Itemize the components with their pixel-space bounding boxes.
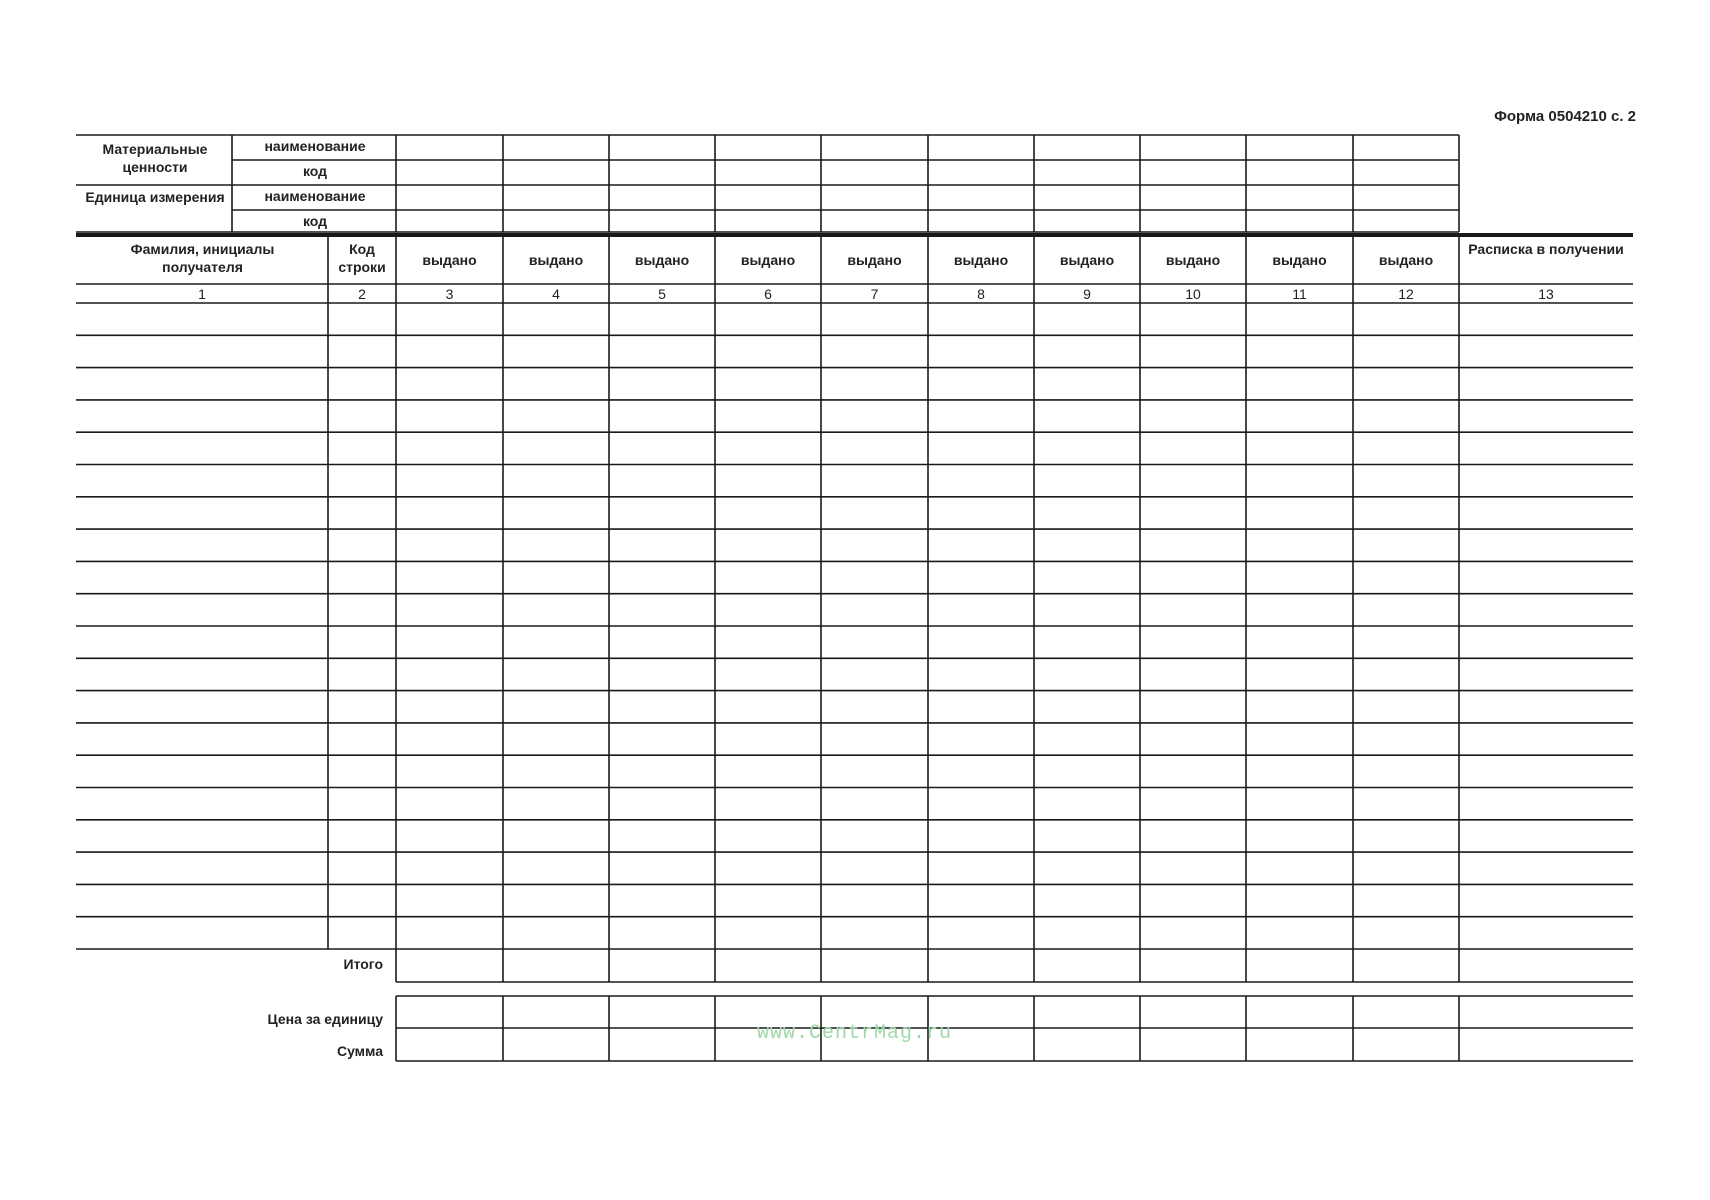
issued-column-header: выдано xyxy=(847,252,902,268)
column-number: 9 xyxy=(1083,286,1091,302)
column-number: 10 xyxy=(1185,286,1201,302)
receipt-header: Расписка в получении xyxy=(1468,241,1624,257)
column-number: 6 xyxy=(764,286,772,302)
issued-column-header: выдано xyxy=(953,252,1009,268)
column-number: 12 xyxy=(1398,286,1414,302)
issued-column-header: выдано xyxy=(634,252,690,268)
unit-price-label: Цена за единицу xyxy=(267,1011,383,1027)
issued-column-header: выдано xyxy=(528,252,584,268)
sum-label: Сумма xyxy=(336,1043,383,1059)
column-number: 7 xyxy=(870,286,879,302)
material-name-label: наименование xyxy=(264,138,366,154)
column-number: 3 xyxy=(445,286,454,302)
issued-column-header: выдано xyxy=(1165,252,1221,268)
total-label: Итого xyxy=(343,956,383,972)
unit-code-label: код xyxy=(302,213,328,229)
issued-column-header: выдано xyxy=(1378,252,1434,268)
form-number-title: Форма 0504210 с. 2 xyxy=(1494,108,1636,125)
unit-name-label: наименование xyxy=(264,188,366,204)
issued-column-header: выдано xyxy=(1272,252,1327,268)
material-code-label: код xyxy=(302,163,328,179)
column-number: 1 xyxy=(198,286,206,302)
row-code-header: Код строки xyxy=(338,241,386,275)
column-number: 13 xyxy=(1538,286,1554,302)
column-number: 8 xyxy=(977,286,985,302)
column-number: 4 xyxy=(552,286,560,302)
issued-column-header: выдано xyxy=(1059,252,1115,268)
issued-column-header: выдано xyxy=(740,252,796,268)
column-number: 5 xyxy=(658,286,666,302)
column-number: 11 xyxy=(1292,286,1307,302)
watermark: www.CentrMag.ru xyxy=(757,1022,953,1045)
issued-column-header: выдано xyxy=(422,252,477,268)
column-number: 2 xyxy=(358,286,366,302)
material-values-label: Материальные ценности xyxy=(102,141,208,175)
unit-of-measure-label: Единица измерения xyxy=(85,189,225,205)
recipient-name-header: Фамилия, инициалы получателя xyxy=(130,241,275,275)
